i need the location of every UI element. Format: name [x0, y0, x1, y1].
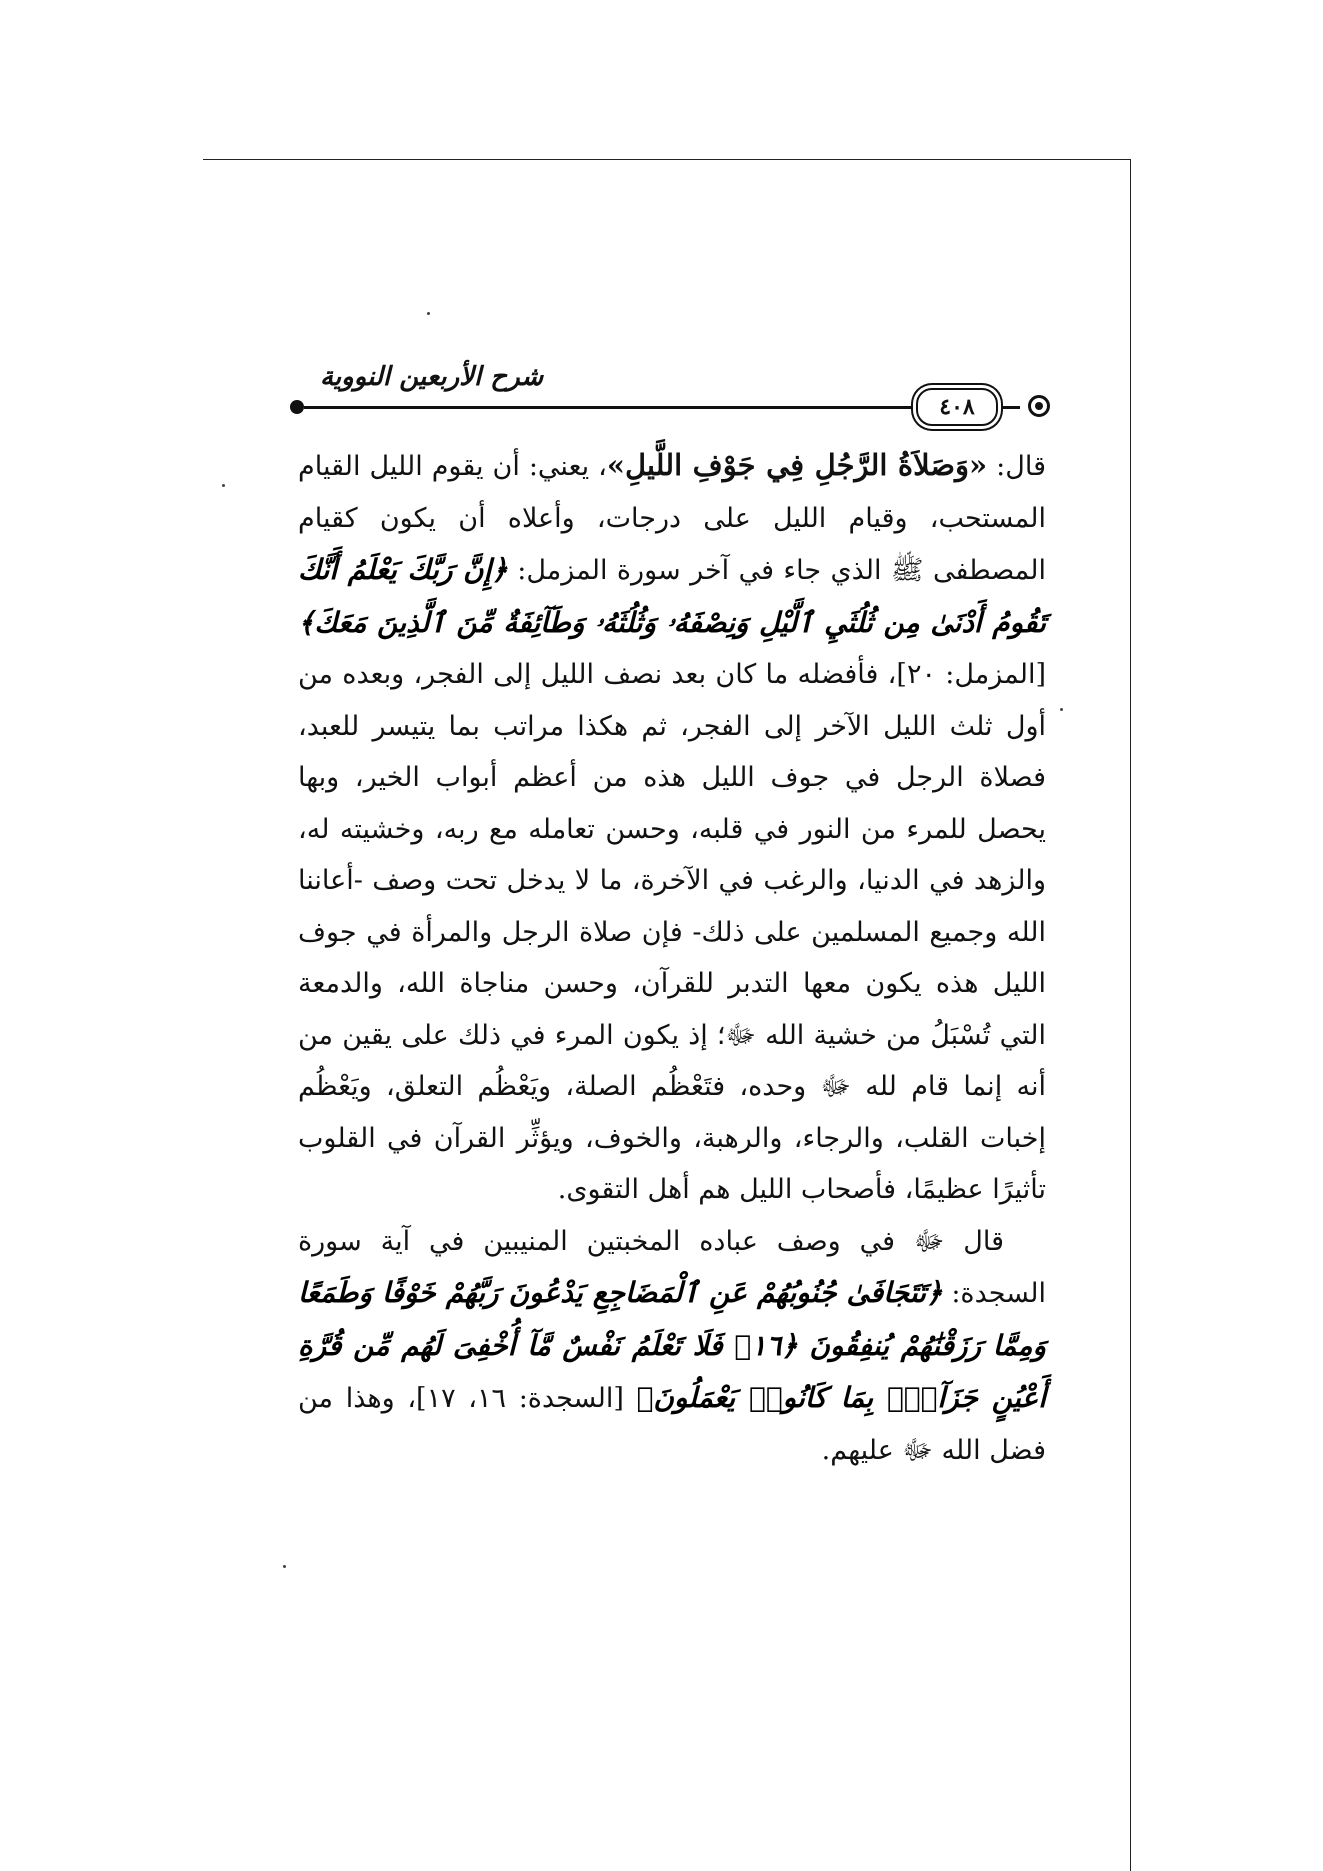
quran-verse: ﴿تَتَجَافَىٰ جُنُوبُهُمْ عَنِ ٱلْمَضَاجِعِ يَدْعُونَ رَبَّهُمْ خَوْفًا وَطَمَعًا وَمِمَّا رَزَقْنَٰهُمْ يُنفِقُونَ ﴿١٦﴾ فَلَا تَعْلَمُ نَفْسٌ مَّآ أُخْفِىَ لَهُم مِّن قُرَّةِ أَعْيُنٍ جَزَآءًۢ بِمَا كَانُوا۟ يَعْمَلُونَ﴾	[298, 1276, 1047, 1414]
paragraph	[298, 1216, 1046, 1477]
text-run: ، يعني: أن يقوم الليل القيام المستحب، وقيام الليل على درجات، وأعلاه أن يكون كقيام المصطفى ﷺ الذي جاء في آخر سورة المزمل:	[298, 451, 1047, 586]
text-run: [السجدة: ١٦، ١٧]، وهذا من فضل الله ﷻ عليهم.	[298, 1383, 1046, 1466]
paragraph	[298, 440, 1046, 1216]
header-rule	[304, 406, 1020, 409]
text-run: قال:	[987, 451, 1046, 482]
crop-mark-right	[1130, 159, 1131, 1871]
scan-speck	[1060, 708, 1063, 711]
text-run: قال ﷻ في وصف عباده المخبتين المنيبين في آية سورة السجدة:	[298, 1225, 1046, 1309]
header-rule-end-ornament	[290, 400, 304, 414]
page-header	[290, 360, 1050, 430]
crop-mark-top	[203, 159, 1131, 160]
running-title: شرح الأربعين النووية	[320, 362, 544, 392]
page-number: ٤٠٨	[916, 388, 998, 426]
scan-speck	[427, 312, 430, 315]
quran-verse: ﴿إِنَّ رَبَّكَ يَعْلَمُ أَنَّكَ تَقُومُ أَدْنَىٰ مِن ثُلُثَيِ ٱلَّيْلِ وَنِصْفَهُۥ وَثُلُثَهُۥ وَطَآئِفَةٌ مِّنَ ٱلَّذِينَ مَعَكَ﴾	[298, 553, 1046, 639]
scan-speck	[283, 1565, 286, 1568]
body-text	[298, 440, 1046, 1476]
text-run: [المزمل: ٢٠]، فأفضله ما كان بعد نصف الليل إلى الفجر، وبعده من أول ثلث الليل الآخر إلى الفجر، ثم هكذا مراتب بما يتيسر للعبد، فصلاة الرجل في جوف الليل هذه من أعظم أبواب الخير، وبها يحصل للمرء من النور في قلبه، وحسن تعامله مع ربه، وخشيته له، والزهد في الدنيا، والرغب في الآخرة، ما لا يدخل تحت وصف -أعاننا الله وجميع المسلمين على ذلك- فإن صلاة الرجل والمرأة في جوف الليل هذه يكون معها التدبر للقرآن، وحسن مناجاة الله، والدمعة التي تُسْبَلُ من خشية الله ﷻ؛ إذ يكون المرء في ذلك على يقين من أنه إنما قام لله ﷻ وحده، فتَعْظُم الصلة، ويَعْظُم التعلق، ويَعْظُم إخبات القلب، والرجاء، والرهبة، والخوف، ويؤثِّر القرآن في القلوب تأثيرًا عظيمًا، فأصحاب الليل هم أهل التقوى.	[298, 659, 1047, 1205]
scan-speck	[222, 484, 225, 487]
hadith-quote: «وَصَلاَةُ الرَّجُلِ فِي جَوْفِ اللَّيلِ»	[606, 448, 988, 482]
header-rule-end-ornament	[1028, 395, 1050, 417]
